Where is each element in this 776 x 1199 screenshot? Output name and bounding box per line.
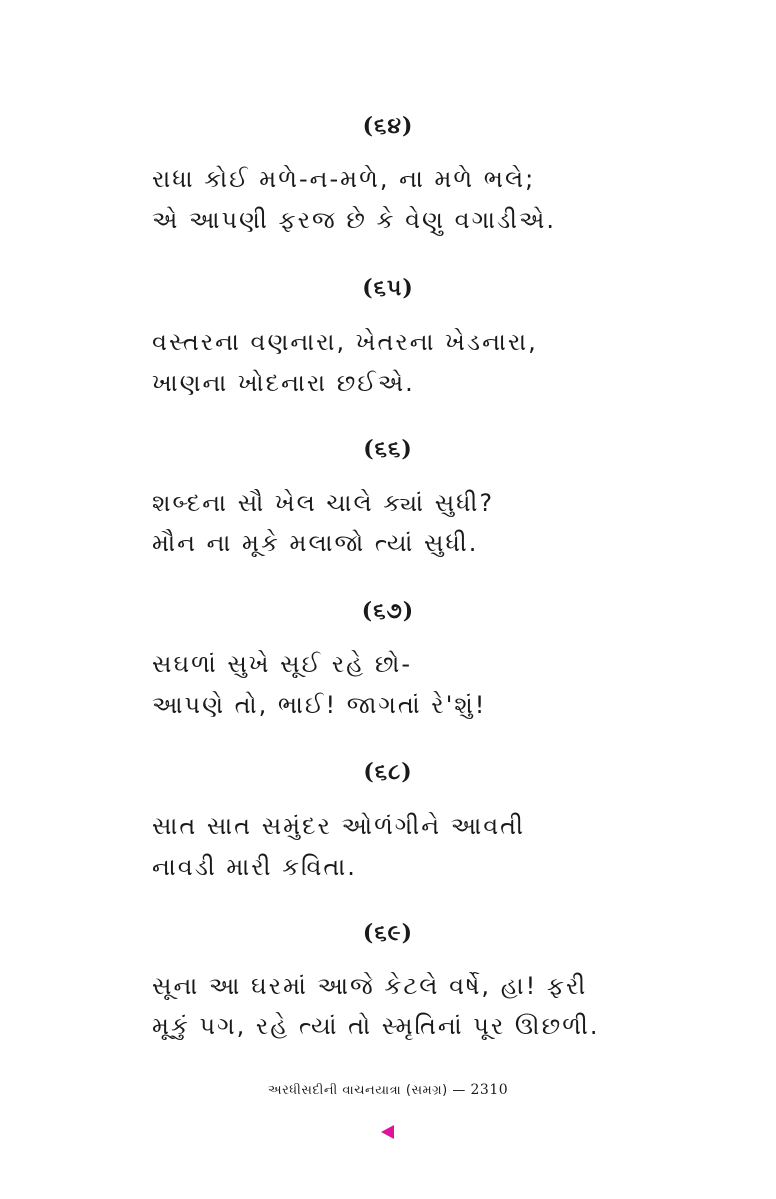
poem-number: (૬૭)	[361, 598, 415, 624]
poem-number: (૬૪)	[362, 113, 414, 139]
poem-line: આપણે તો, ભાઈ! જાગતાં રે'શું!	[152, 691, 487, 719]
poem-line: નાવડી મારી કવિતા.	[152, 853, 357, 881]
poem-line: મૂકું પગ, રહે ત્યાં તો સ્મૃતિનાં પૂર ઊછળી.	[152, 1012, 600, 1040]
poem-number: (૬૮)	[363, 759, 413, 785]
book-title: અરધીસદીની વાચનયાત્રા (સમગ્ર)	[267, 1083, 448, 1098]
poem-line: મૌન ના મૂકે મલાજો ત્યાં સુધી.	[152, 529, 479, 557]
poem-line: સૂના આ ઘરમાં આજે કેટલે વર્ષે, હા! ફરી	[152, 972, 588, 1000]
poem-number: (૬૯)	[362, 920, 414, 946]
page-footer	[0, 1082, 776, 1098]
poem-line: શબ્દના સૌ ખેલ ચાલે ક્યાં સુધી?	[152, 489, 495, 517]
poem-line: એ આપણી ફરજ છે કે વેણુ વગાડીએ.	[152, 206, 556, 234]
poem-line: સાત સાત સમુંદર ઓળંગીને આવતી	[152, 812, 525, 840]
page-number: 2310	[470, 1082, 509, 1098]
poem-line: ખાણના ખોદનારા છઈએ.	[152, 369, 415, 397]
poem-number: (૬૬)	[363, 436, 413, 462]
poem-line: વસ્તરના વણનારા, ખેતરના ખેડનારા,	[152, 328, 538, 356]
footer-dash: —	[452, 1083, 466, 1098]
poem-line: રાધા કોઈ મળે-ન-મળે, ના મળે ભલે;	[152, 165, 536, 193]
left-triangle-arrow-icon[interactable]	[381, 1125, 394, 1139]
poem-line: સઘળાં સુખે સૂઈ રહે છો-	[152, 650, 413, 678]
poem-number: (૬૫)	[362, 275, 414, 301]
